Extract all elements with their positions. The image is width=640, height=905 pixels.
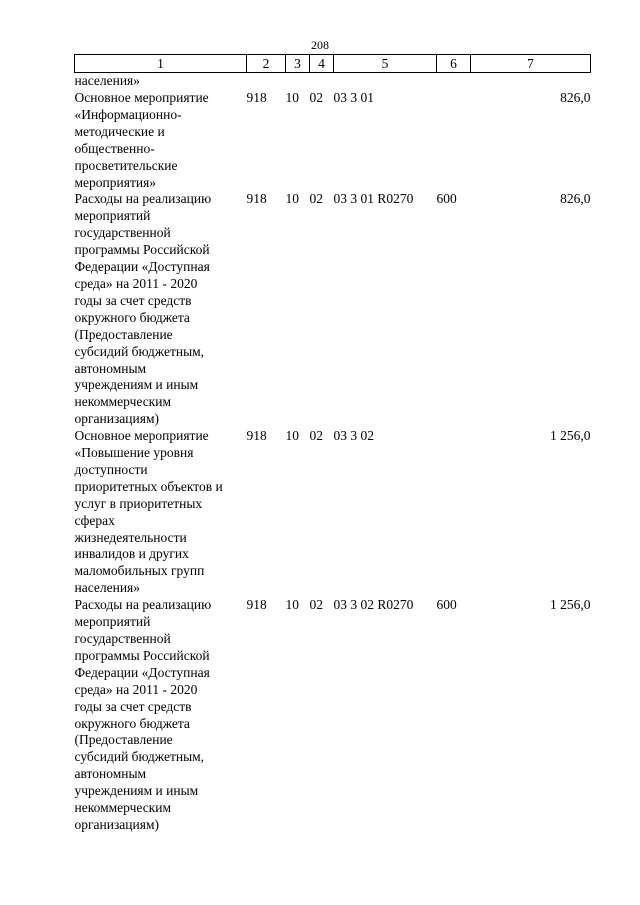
row-amount: 1 256,0 [550,597,591,613]
table-body [75,73,591,834]
row-target-article: 03 3 02 R0270 [333,597,414,613]
row-name-line: «Повышение уровня [74,445,194,461]
row-target-article: 03 3 01 R0270 [333,191,414,207]
row-name-line: просветительские [74,157,178,173]
row-name-line: программы Российской [74,647,210,663]
row-name-line: маломобильных групп [74,563,205,579]
row-name-line: инвалидов и других [74,546,189,562]
row-name-line: субсидий бюджетным, [74,343,205,359]
row-name-line: мероприятий [74,614,151,630]
page-number: 208 [311,38,329,52]
row-amount: 826,0 [560,191,591,207]
row-subsection: 02 [309,597,323,613]
row-name-line: населения» [74,580,141,596]
row-subsection: 02 [309,90,323,105]
row-expense-type: 600 [436,191,457,207]
row-amount: 826,0 [560,90,591,105]
row-name [75,428,247,597]
table-header [75,55,591,73]
row-target-article: 03 3 01 [333,90,374,105]
header-col-5: 5 [334,55,437,73]
header-col-6: 6 [437,55,471,73]
row-name-line: приоритетных объектов и [74,478,223,494]
budget-table [74,54,591,834]
header-row [75,55,591,73]
continuation-row [75,73,591,91]
row-name-line: государственной [74,631,171,646]
row-name-line: окружного бюджета [74,309,190,325]
row-name-line: Основное мероприятие [74,428,209,444]
continuation-text: населения» [74,73,141,88]
row-name-line: автономным [74,360,147,376]
row-name-line: Расходы на реализацию [74,597,212,613]
row-ved: 918 [246,428,267,444]
table-row [75,191,591,428]
row-expense-type: 600 [436,597,457,613]
row-name-line: программы Российской [74,242,210,258]
row-name-line: годы за счет средств [74,292,192,308]
row-name-line: (Предоставление [74,732,173,748]
row-name-line: некоммерческим [74,800,172,816]
row-expense-type [437,90,471,191]
row-name-line: доступности [74,461,148,477]
row-name-line: Федерации «Доступная [74,664,210,680]
row-name-line: Расходы на реализацию [74,191,212,207]
table-row [75,428,591,597]
row-section: 10 [285,191,299,207]
row-name-line: среда» на 2011 - 2020 [74,275,198,291]
row-name-line: Основное мероприятие [74,90,209,105]
row-name-line: организациям) [74,411,160,427]
row-name-line: учреждениям и иным [74,783,199,799]
header-col-4: 4 [310,55,334,73]
row-name-line: услуг в приоритетных [74,495,203,511]
row-name-line: субсидий бюджетным, [74,749,205,765]
table-row [75,597,591,834]
row-name-line: некоммерческим [74,394,172,410]
header-col-7: 7 [471,55,591,73]
row-name-line: Федерации «Доступная [74,259,210,275]
table-row [75,90,591,191]
row-section: 10 [285,597,299,613]
row-name-line: мероприятий [74,208,151,224]
row-name [75,90,247,191]
row-ved: 918 [246,191,267,207]
row-name-line: организациям) [74,816,160,832]
row-expense-type [437,428,471,597]
row-name-line: среда» на 2011 - 2020 [74,681,198,697]
row-name-line: методические и [74,123,165,139]
row-amount: 1 256,0 [550,428,591,444]
row-name [75,191,247,428]
row-name-line: (Предоставление [74,326,173,342]
row-subsection: 02 [309,428,323,444]
header-col-1: 1 [75,55,247,73]
row-section: 10 [285,90,299,105]
row-section: 10 [285,428,299,444]
row-name-line: сферах [74,512,115,528]
row-ved: 918 [246,597,267,613]
row-name-line: автономным [74,766,147,782]
row-name-line: государственной [74,225,171,241]
row-subsection: 02 [309,191,323,207]
header-col-3: 3 [286,55,310,73]
row-name [75,597,247,834]
row-name-line: «Информационно- [74,106,182,122]
row-name-line: окружного бюджета [74,715,190,731]
row-target-article: 03 3 02 [333,428,374,444]
row-name-line: годы за счет средств [74,698,192,714]
row-name-line: общественно- [74,140,155,156]
row-ved: 918 [246,90,267,105]
header-col-2: 2 [247,55,286,73]
row-name-line: мероприятия» [74,174,157,190]
row-name-line: учреждениям и иным [74,377,199,393]
row-name-line: жизнедеятельности [74,529,187,545]
